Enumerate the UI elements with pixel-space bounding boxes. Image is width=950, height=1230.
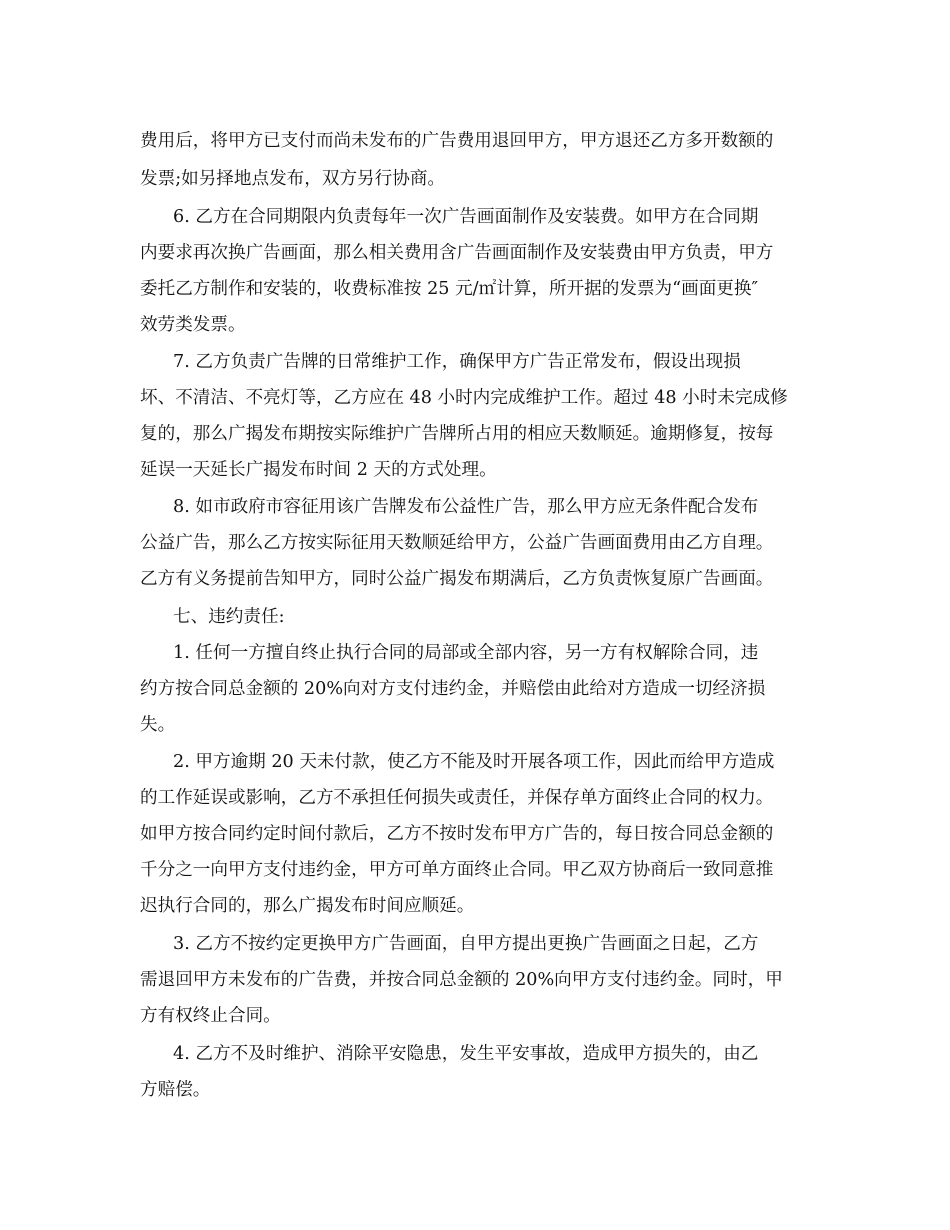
text-line: 延误一天延长广揭发布时间 2 天的方式处理。 xyxy=(140,460,497,480)
clause-1-first-line: 1. 任何一方擅自终止执行合同的局部或全部内容，另一方有权解除合同，违 xyxy=(173,643,759,663)
text-line: 方有权终止合同。 xyxy=(140,1006,281,1026)
clause-4-first-line: 4. 乙方不及时维护、消除平安隐患，发生平安事故，造成甲方损失的，由乙 xyxy=(173,1044,759,1064)
text-line: 如甲方按合同约定时间付款后，乙方不按时发布甲方广告的，每日按合同总金额的 xyxy=(140,824,774,844)
text-line: 内要求再次换广告画面，那么相关费用含广告画面制作及安装费由甲方负责，甲方 xyxy=(140,243,774,263)
paragraph-7-first-line: 7. 乙方负责广告牌的日常维护工作，确保甲方广告正常发布，假设出现损 xyxy=(173,352,741,372)
text-line: 需退回甲方未发布的广告费，并按合同总金额的 20%向甲方支付违约金。同时，甲 xyxy=(140,970,783,990)
text-line: 方赔偿。 xyxy=(140,1080,211,1100)
text-line: 的工作延误或影响，乙方不承担任何损失或责任，并保存单方面终止合同的权力。 xyxy=(140,788,774,808)
text-line: 坏、不清洁、不亮灯等，乙方应在 48 小时内完成维护工作。超过 48 小时未完成修 xyxy=(140,388,788,408)
text-line: 约方按合同总金额的 20%向对方支付违约金，并赔偿由此给对方造成一切经济损 xyxy=(140,679,766,699)
text-line: 迟执行合同的，那么广揭发布时间应顺延。 xyxy=(140,896,475,916)
text-line: 失。 xyxy=(140,715,176,735)
text-line: 复的，那么广揭发布期按实际维护广告牌所占用的相应天数顺延。逾期修复，按每 xyxy=(140,424,774,444)
text-line: 发票;如另择地点发布，双方另行协商。 xyxy=(140,169,446,189)
text-line: 委托乙方制作和安装的，收费标准按 25 元/㎡计算，所开据的发票为“画面更换″ xyxy=(140,279,759,299)
section-heading-breach-liability: 七、违约责任: xyxy=(173,607,285,627)
paragraph-6-first-line: 6. 乙方在合同期限内负责每年一次广告画面制作及安装费。如甲方在合同期 xyxy=(173,207,759,227)
text-line: 乙方有义务提前告知甲方，同时公益广揭发布期满后，乙方负责恢复原广告画面。 xyxy=(140,569,774,589)
paragraph-8-first-line: 8. 如市政府市容征用该广告牌发布公益性广告，那么甲方应无条件配合发布 xyxy=(173,497,759,517)
text-line: 千分之一向甲方支付违约金，甲方可单方面终止合同。甲乙双方协商后一致同意推 xyxy=(140,860,774,880)
clause-3-first-line: 3. 乙方不按约定更换甲方广告画面，自甲方提出更换广告画面之日起，乙方 xyxy=(173,934,759,954)
text-line: 费用后，将甲方已支付而尚未发布的广告费用退回甲方，甲方退还乙方多开数额的 xyxy=(140,131,774,151)
text-line: 公益广告，那么乙方按实际征用天数顺延给甲方，公益广告画面费用由乙方自理。 xyxy=(140,533,774,553)
text-line: 效劳类发票。 xyxy=(140,315,246,335)
clause-2-first-line: 2. 甲方逾期 20 天未付款，使乙方不能及时开展各项工作，因此而给甲方造成 xyxy=(173,752,775,772)
